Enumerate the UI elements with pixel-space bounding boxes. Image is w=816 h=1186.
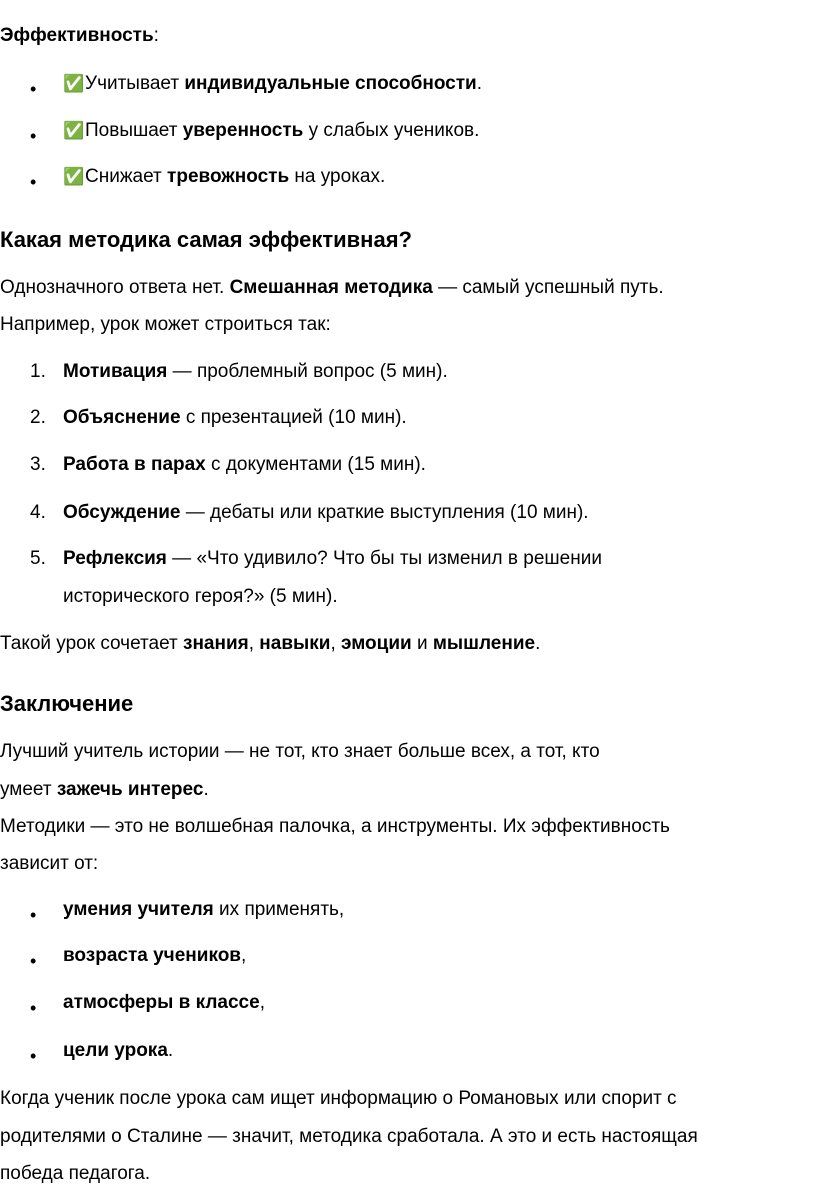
bullet-icon: • [30, 998, 37, 1018]
step-text: — «Что удивило? Что бы ты изменил в решении [166, 548, 602, 569]
step-number: 4. [30, 502, 46, 523]
para-text: . [535, 633, 541, 654]
para-bold: эмоции [341, 633, 412, 654]
heading-conclusion: Заключение [0, 691, 134, 716]
effect-item-text: . [476, 73, 483, 94]
paragraph-mixed-1 [0, 276, 664, 300]
step-3 [63, 453, 426, 477]
effect-item-1 [63, 72, 482, 96]
step-1 [63, 360, 448, 384]
depends-text: , [241, 945, 247, 966]
depends-bold: цели урока [63, 1040, 168, 1061]
effect-item-3 [63, 165, 385, 189]
bullet-icon: • [30, 951, 37, 971]
step-text: — дебаты или краткие выступления (10 мин). [180, 502, 589, 523]
para-bold: навыки [259, 633, 331, 654]
depends-bold: возраста учеников [63, 945, 241, 966]
effectiveness-colon: : [153, 25, 159, 46]
effectiveness-label [0, 24, 159, 48]
step-number: 2. [30, 407, 46, 428]
effect-item-text: у слабых учеников. [303, 120, 480, 141]
step-text: с презентацией (10 мин). [180, 407, 407, 428]
effect-item-text: Учитывает [85, 73, 185, 94]
step-5-cont: исторического героя?» (5 мин). [63, 586, 338, 607]
step-number: 1. [30, 361, 46, 382]
heading-best-method: Какая методика самая эффективная? [0, 227, 412, 252]
step-bold: Рефлексия [63, 548, 167, 569]
depends-item-2 [63, 944, 246, 968]
step-bold: Мотивация [63, 361, 168, 382]
step-2 [63, 406, 407, 430]
effect-item-text: Снижает [85, 166, 168, 187]
effect-item-text: на уроках. [289, 166, 386, 187]
para-bold: знания [183, 633, 249, 654]
bullet-icon: • [30, 1046, 37, 1066]
para-text: . [203, 779, 209, 800]
depends-text: , [259, 992, 265, 1013]
step-bold: Обсуждение [63, 502, 181, 523]
step-number: 3. [30, 454, 46, 475]
bullet-icon: • [30, 79, 37, 99]
effect-item-bold: уверенность [182, 120, 304, 141]
depends-item-1 [63, 898, 344, 922]
effect-item-bold: индивидуальные способности [184, 73, 477, 94]
paragraph-final-2: родителями о Сталине — значит, методика сработала. А это и есть настоящая [0, 1126, 698, 1147]
para-text: умеет [0, 779, 57, 800]
check-icon: ✅ [63, 167, 85, 187]
step-number: 5. [30, 548, 46, 569]
paragraph-mixed-2: Например, урок может строиться так: [0, 314, 331, 335]
effect-item-2 [63, 119, 479, 143]
para-bold: Смешанная методика [229, 277, 433, 298]
para-bold: зажечь интерес [56, 779, 204, 800]
effect-item-bold: тревожность [167, 166, 290, 187]
step-4 [63, 501, 589, 525]
para-text: — самый успешный путь. [432, 277, 664, 298]
para-text: , [248, 633, 260, 654]
check-icon: ✅ [63, 74, 85, 94]
effect-item-text: Повышает [85, 120, 183, 141]
bullet-icon: • [30, 172, 37, 192]
step-bold: Объяснение [63, 407, 181, 428]
depends-bold: умения учителя [63, 899, 214, 920]
check-icon: ✅ [63, 121, 85, 141]
para-bold: мышление [432, 633, 536, 654]
step-5 [63, 547, 602, 571]
bullet-icon: • [30, 126, 37, 146]
para-text: и [411, 633, 433, 654]
depends-item-4 [63, 1039, 173, 1063]
depends-bold: атмосферы в классе [63, 992, 260, 1013]
step-text: с документами (15 мин). [205, 454, 426, 475]
para-text: Однозначного ответа нет. [0, 277, 230, 298]
depends-text: . [167, 1040, 174, 1061]
depends-text: их применять, [213, 899, 345, 920]
paragraph-combines [0, 632, 540, 656]
para-text: , [330, 633, 341, 654]
step-text: — проблемный вопрос (5 мин). [167, 361, 448, 382]
paragraph-best-teacher-2 [0, 778, 209, 802]
depends-item-3 [63, 991, 265, 1015]
step-bold: Работа в парах [63, 454, 206, 475]
paragraph-best-teacher: Лучший учитель истории — не тот, кто знает больше всех, а тот, кто [0, 741, 600, 762]
paragraph-methods-2: зависит от: [0, 853, 99, 874]
para-text: Такой урок сочетает [0, 633, 183, 654]
bullet-icon: • [30, 905, 37, 925]
paragraph-final-3: победа педагога. [0, 1163, 151, 1184]
paragraph-methods: Методики — это не волшебная палочка, а инструменты. Их эффективность [0, 816, 670, 837]
paragraph-final-1: Когда ученик после урока сам ищет информацию о Романовых или спорит с [0, 1088, 677, 1109]
effectiveness-label-text: Эффективность [0, 25, 154, 46]
